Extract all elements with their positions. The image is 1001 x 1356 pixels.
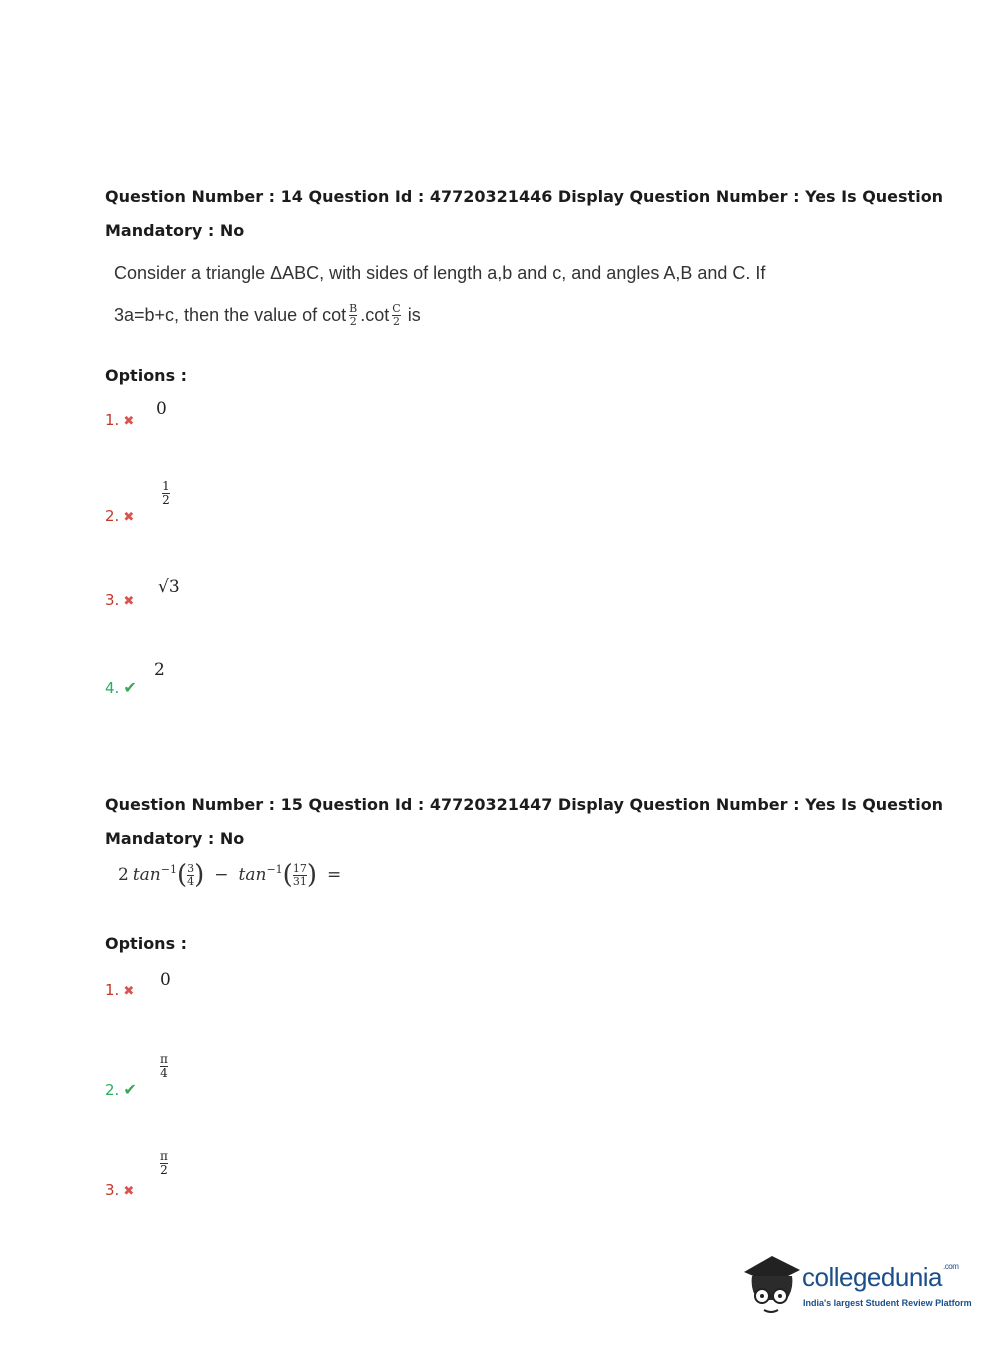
q14-option-4[interactable] <box>105 678 137 697</box>
eq-frac2-den: 31 <box>292 874 307 888</box>
q14-meta-line1: Question Number : 14 Question Id : 47720321446 Display Question Number : Yes Is Question <box>105 187 944 206</box>
option-number: 3. <box>105 591 120 609</box>
q15-meta-line1: Question Number : 15 Question Id : 47720321447 Display Question Number : Yes Is Question <box>105 795 944 814</box>
answer-num: π <box>160 1052 168 1066</box>
q15-option-2[interactable] <box>105 1080 137 1099</box>
answer-num: π <box>160 1149 168 1163</box>
q14-text-line2 <box>114 303 421 327</box>
answer-den: 4 <box>160 1065 168 1080</box>
brand-name-text: collegedunia <box>802 1262 943 1292</box>
q14-text-part-b: .cot <box>360 304 390 325</box>
eq-paren-open: ( <box>176 860 188 890</box>
q14-option-4-answer: 2 <box>154 660 165 680</box>
q14-option-2-answer <box>162 480 170 506</box>
q14-option-1[interactable] <box>105 410 134 429</box>
brand-name <box>802 1262 958 1293</box>
wrong-mark-icon: ✖ <box>123 984 135 999</box>
brand-suffix: .com <box>943 1262 959 1271</box>
eq-coef: 2 <box>118 865 129 885</box>
eq-fn2: tan <box>238 865 267 885</box>
q15-meta-line2: Mandatory : No <box>105 829 245 848</box>
q15-options-label: Options : <box>105 934 188 953</box>
answer-den: 2 <box>160 1162 168 1177</box>
correct-check-icon: ✔ <box>123 1080 137 1099</box>
q14-option-1-answer: 0 <box>156 399 167 419</box>
q14-fraction-b-over-2 <box>349 303 357 327</box>
q15-option-2-answer <box>160 1053 168 1079</box>
q14-frac1-num: B <box>349 302 358 315</box>
wrong-mark-icon: ✖ <box>123 1184 135 1199</box>
q14-frac2-num: C <box>392 302 401 315</box>
eq-frac1-den: 4 <box>187 874 195 888</box>
eq-fn1: tan <box>132 865 161 885</box>
eq-frac1 <box>187 863 194 887</box>
collegedunia-mascot-icon <box>742 1250 802 1318</box>
q14-frac1-den: 2 <box>349 314 357 328</box>
q15-option-1[interactable] <box>105 980 134 999</box>
q15-option-3[interactable] <box>105 1180 134 1199</box>
wrong-mark-icon: ✖ <box>123 510 135 525</box>
q14-text-part-a: 3a=b+c, then the value of cot <box>114 304 347 325</box>
q14-option-2[interactable] <box>105 506 134 525</box>
q14-fraction-c-over-2 <box>392 303 400 327</box>
q14-option-3-answer: √3 <box>158 577 180 597</box>
brand-tagline: India's largest Student Review Platform <box>803 1298 972 1308</box>
answer-den: 2 <box>162 492 170 507</box>
correct-check-icon: ✔ <box>123 678 137 697</box>
option-number: 2. <box>105 507 120 525</box>
option-number: 4. <box>105 679 120 697</box>
eq-paren-open: ( <box>282 860 293 890</box>
wrong-mark-icon: ✖ <box>123 594 135 609</box>
q14-option-3[interactable] <box>105 590 134 609</box>
eq-minus: − <box>214 865 229 885</box>
answer-num: 1 <box>162 479 170 493</box>
q14-meta-line2: Mandatory : No <box>105 221 245 240</box>
option-number: 2. <box>105 1081 120 1099</box>
q15-option-1-answer: 0 <box>160 970 171 990</box>
eq-equals: = <box>326 865 342 885</box>
option-number: 1. <box>105 981 120 999</box>
eq-paren-close: ) <box>306 860 317 890</box>
q14-text-line1: Consider a triangle ΔABC, with sides of length a,b and c, and angles A,B and C. If <box>114 263 766 283</box>
eq-paren-close: ) <box>194 860 205 890</box>
q14-options-label: Options : <box>105 366 188 385</box>
eq-frac1-num: 3 <box>187 861 195 875</box>
option-number: 3. <box>105 1181 120 1199</box>
q15-option-3-answer <box>160 1150 168 1176</box>
option-number: 1. <box>105 411 120 429</box>
q14-frac2-den: 2 <box>392 314 400 328</box>
q15-equation <box>118 862 341 888</box>
eq-frac2 <box>293 863 307 887</box>
eq-sup2: −1 <box>266 862 283 876</box>
q14-text-part-c: is <box>407 304 421 325</box>
eq-sup1: −1 <box>160 862 177 876</box>
wrong-mark-icon: ✖ <box>123 414 135 429</box>
eq-frac2-num: 17 <box>292 861 307 875</box>
